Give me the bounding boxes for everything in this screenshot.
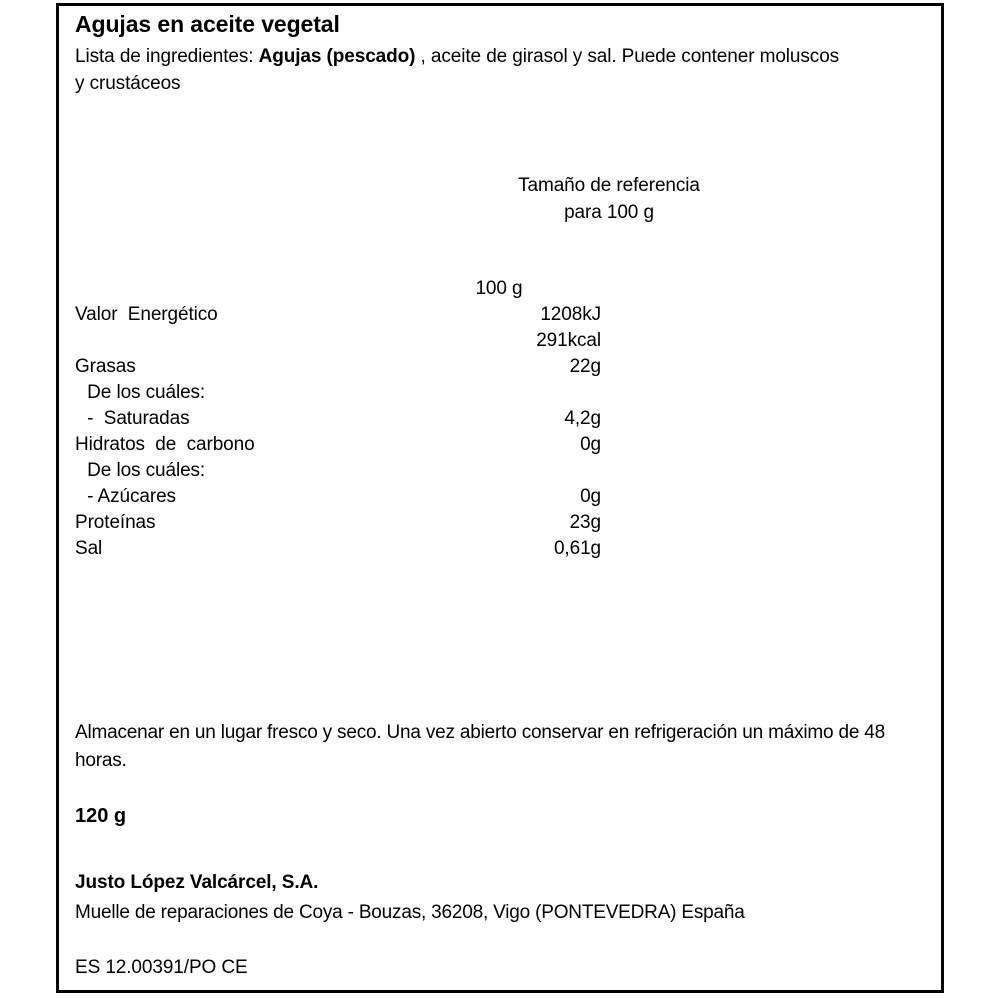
manufacturer-name: Justo López Valcárcel, S.A.: [75, 872, 319, 893]
nutrient-label: Hidratos de carbono: [75, 434, 255, 455]
reference-size-line-2: para 100 g: [564, 202, 654, 223]
ingredients-list: [75, 43, 845, 97]
table-row: [75, 484, 915, 510]
table-row: [75, 510, 915, 536]
storage-instructions: Almacenar en un lugar fresco y seco. Una vez abierto conservar en refrigeración un máximo de 48 horas.: [75, 722, 886, 771]
nutrition-table: [75, 276, 915, 562]
nutrient-value: 4,2g: [564, 408, 601, 429]
table-row: [75, 406, 915, 432]
table-row: [75, 302, 915, 328]
table-row: [75, 536, 915, 562]
ingredients-suffix: , aceite de girasol y sal. Puede contener moluscos y crustáceos: [75, 46, 840, 94]
reference-size-line-1: Tamaño de referencia: [518, 175, 700, 196]
nutrient-value: 22g: [569, 356, 601, 377]
nutrient-label: De los cuáles:: [82, 460, 206, 481]
table-row: [75, 328, 915, 354]
manufacturer-address: Muelle de reparaciones de Coya - Bouzas, 36208, Vigo (PONTEVEDRA) España: [75, 902, 745, 923]
nutrient-label: - Saturadas: [82, 408, 190, 429]
ingredients-prefix: Lista de ingredientes:: [75, 46, 259, 67]
table-row: [75, 432, 915, 458]
nutrient-value: 0g: [580, 434, 601, 455]
nutrient-label: Sal: [75, 538, 103, 559]
label-frame: [56, 3, 944, 993]
nutrient-label: De los cuáles:: [82, 382, 206, 403]
reference-size-heading: [399, 172, 819, 226]
nutrient-label: Proteínas: [75, 512, 156, 533]
nutrient-label: Grasas: [75, 356, 136, 377]
nutrient-value: 1208kJ: [540, 304, 601, 325]
page-title: Agujas en aceite vegetal: [75, 11, 340, 37]
nutrient-value: 0,61g: [553, 538, 601, 559]
ingredients-highlight: Agujas (pescado): [258, 46, 416, 67]
nutrient-label: - Azúcares: [82, 486, 176, 507]
table-row: [75, 354, 915, 380]
nutrition-column-header: 100 g: [475, 278, 523, 299]
table-row: [75, 458, 915, 484]
net-weight: 120 g: [75, 805, 127, 827]
nutrient-label: Valor Energético: [75, 304, 218, 325]
nutrient-value: 291kcal: [536, 330, 601, 351]
nutrition-header-row: [75, 276, 915, 302]
nutrient-value: 23g: [569, 512, 601, 533]
nutrient-value: 0g: [580, 486, 601, 507]
table-row: [75, 380, 915, 406]
health-mark-code: ES 12.00391/PO CE: [75, 957, 248, 978]
